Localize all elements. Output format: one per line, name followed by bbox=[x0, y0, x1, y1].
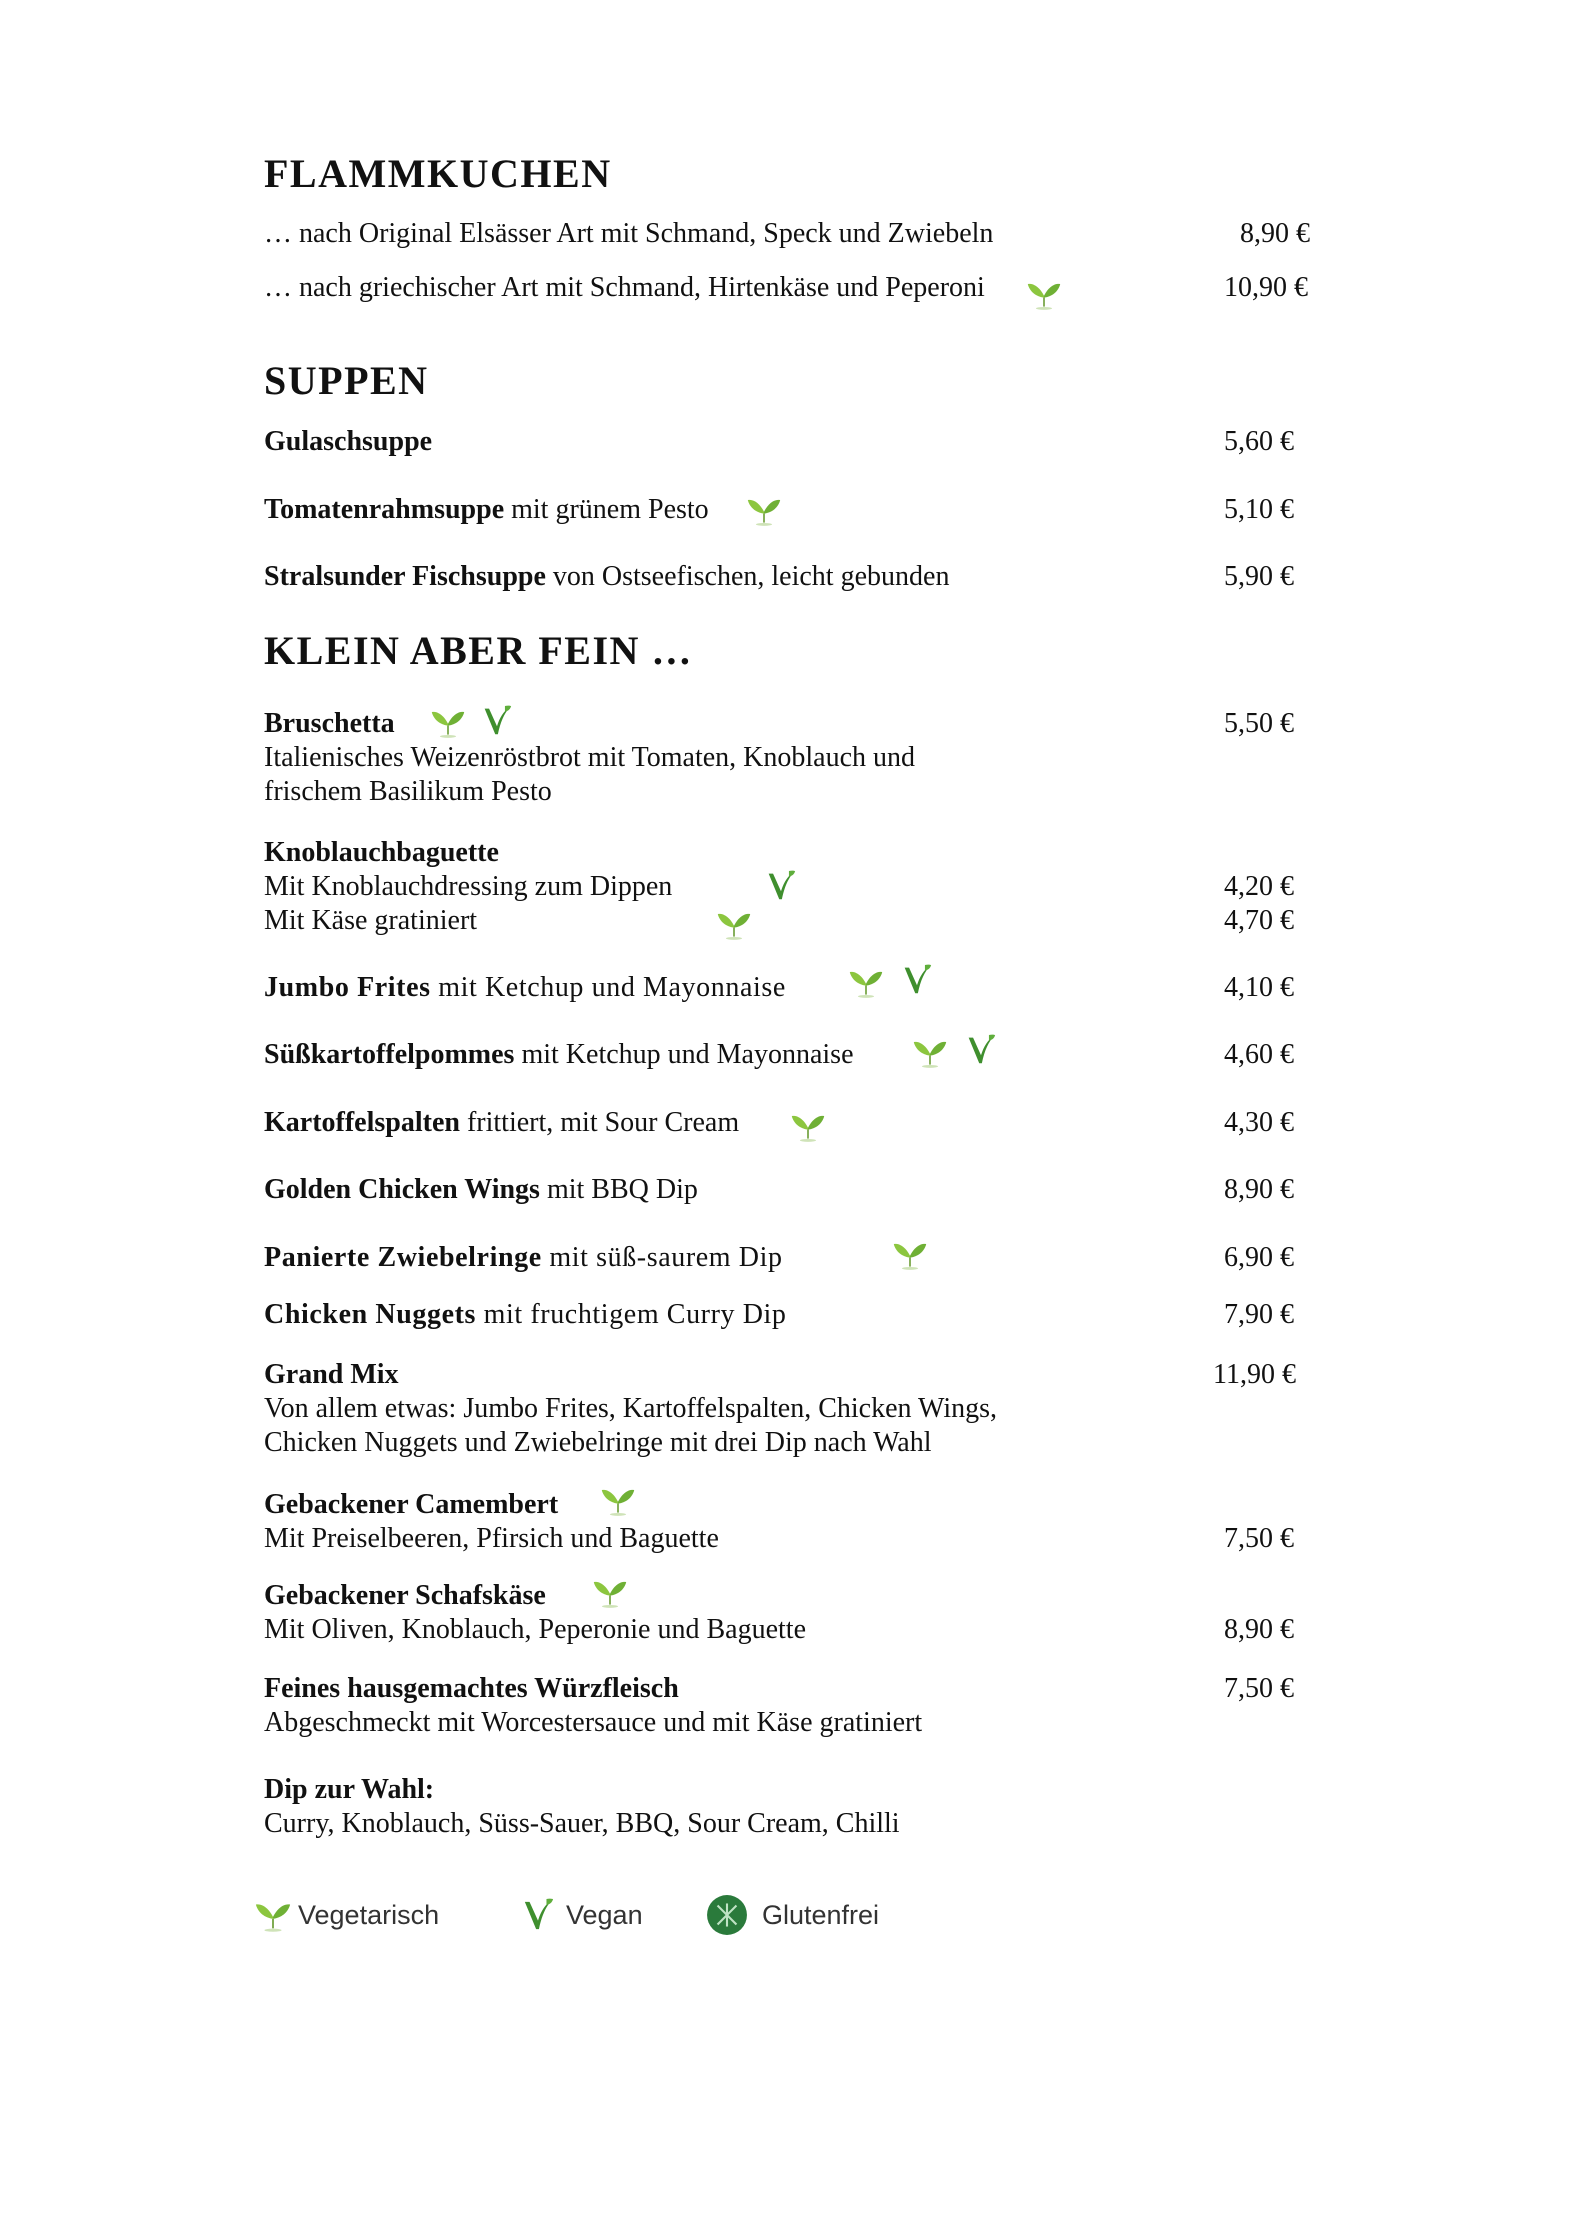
item-name: Tomatenrahmsuppe bbox=[264, 494, 505, 525]
vegan-icon-wrap bbox=[902, 962, 932, 1003]
item-desc: mit BBQ Dip bbox=[539, 1174, 698, 1205]
menu-item-chicken-nuggets bbox=[264, 1298, 787, 1332]
item-desc: mit Ketchup und Mayonnaise bbox=[430, 972, 786, 1003]
item-name: Gulaschsuppe bbox=[264, 426, 433, 457]
item-desc: mit süß-saurem Dip bbox=[541, 1242, 783, 1273]
menu-item-kartoffelspalten bbox=[264, 1106, 739, 1140]
price-tomatenrahmsuppe: 5,10 € bbox=[1224, 494, 1294, 525]
item-name: Chicken Nuggets bbox=[264, 1299, 477, 1330]
item-desc-dip: Curry, Knoblauch, Süss-Sauer, BBQ, Sour Cream, Chilli bbox=[264, 1808, 900, 1839]
item-name: Golden Chicken Wings bbox=[264, 1174, 540, 1205]
item-name: Stralsunder Fischsuppe bbox=[264, 561, 546, 592]
item-name-wuerzfleisch: Feines hausgemachtes Würzfleisch bbox=[264, 1673, 679, 1704]
glutenfree-icon bbox=[706, 1894, 748, 1936]
item-name-camembert: Gebackener Camembert bbox=[264, 1489, 559, 1520]
item-desc-schafskaese: Mit Oliven, Knoblauch, Peperonie und Baguette bbox=[264, 1614, 806, 1645]
price-gulaschsuppe: 5,60 € bbox=[1224, 426, 1294, 457]
section-title-suppen: SUPPEN bbox=[264, 358, 429, 403]
price-fischsuppe: 5,90 € bbox=[1224, 561, 1294, 592]
item-desc-wuerzfleisch: Abgeschmeckt mit Worcestersauce und mit Käse gratiniert bbox=[264, 1707, 923, 1738]
price-bruschetta: 5,50 € bbox=[1224, 708, 1294, 739]
item-name: Süßkartoffelpommes bbox=[264, 1039, 515, 1070]
item-name-bruschetta: Bruschetta bbox=[264, 708, 395, 739]
item-name: Kartoffelspalten bbox=[264, 1107, 460, 1138]
price-knoblauchbaguette-2: 4,70 € bbox=[1224, 905, 1294, 936]
legend-glutenfree-label: Glutenfrei bbox=[762, 1900, 880, 1930]
price-flammkuchen-original: 8,90 € bbox=[1240, 218, 1310, 249]
vegetarian-icon bbox=[254, 1896, 292, 1934]
vegan-icon bbox=[966, 1032, 996, 1068]
price-wuerzfleisch: 7,50 € bbox=[1224, 1673, 1294, 1704]
item-desc: mit Ketchup und Mayonnaise bbox=[514, 1039, 854, 1070]
menu-item-chicken-wings bbox=[264, 1173, 698, 1207]
vegetarian-icon bbox=[716, 906, 752, 942]
vegan-icon bbox=[902, 962, 932, 998]
menu-item-tomatenrahmsuppe bbox=[264, 493, 709, 527]
price-chicken-wings: 8,90 € bbox=[1224, 1174, 1294, 1205]
item-name-dip: Dip zur Wahl: bbox=[264, 1774, 435, 1805]
vegetarian-icon bbox=[1026, 276, 1062, 312]
vegetarian-icon bbox=[592, 1574, 628, 1610]
price-kartoffelspalten: 4,30 € bbox=[1224, 1107, 1294, 1138]
vegetarian-icon bbox=[892, 1236, 928, 1272]
item-name-schafskaese: Gebackener Schafskäse bbox=[264, 1580, 546, 1611]
item-desc-bruschetta-2: frischem Basilikum Pesto bbox=[264, 776, 552, 807]
menu-item-suesskartoffelpommes bbox=[264, 1038, 854, 1072]
price-flammkuchen-griechisch: 10,90 € bbox=[1224, 272, 1308, 303]
item-name-grand-mix: Grand Mix bbox=[264, 1359, 399, 1390]
legend-vegan-label: Vegan bbox=[566, 1900, 643, 1930]
price-suesskartoffelpommes: 4,60 € bbox=[1224, 1039, 1294, 1070]
price-jumbo-frites: 4,10 € bbox=[1224, 972, 1294, 1003]
item-desc-bruschetta-1: Italienisches Weizenröstbrot mit Tomaten, Knoblauch und bbox=[264, 742, 916, 773]
item-name-knoblauchbaguette: Knoblauchbaguette bbox=[264, 837, 499, 868]
menu-item-zwiebelringe bbox=[264, 1241, 783, 1275]
item-desc: mit grünem Pesto bbox=[504, 494, 709, 525]
item-desc-grand-mix-1: Von allem etwas: Jumbo Frites, Kartoffelspalten, Chicken Wings, bbox=[264, 1393, 997, 1424]
vegan-icon bbox=[522, 1896, 554, 1934]
menu-item-gulaschsuppe bbox=[264, 425, 432, 459]
item-desc-knoblauchbaguette-2: Mit Käse gratiniert bbox=[264, 905, 478, 936]
price-zwiebelringe: 6,90 € bbox=[1224, 1242, 1294, 1273]
vegetarian-icon bbox=[848, 964, 884, 1000]
item-desc: mit fruchtigem Curry Dip bbox=[476, 1299, 787, 1330]
vegetarian-icon bbox=[600, 1482, 636, 1518]
price-knoblauchbaguette-1: 4,20 € bbox=[1224, 871, 1294, 902]
vegetarian-icon bbox=[912, 1034, 948, 1070]
section-title-klein-aber-fein: KLEIN ABER FEIN … bbox=[264, 628, 693, 673]
item-desc: frittiert, mit Sour Cream bbox=[459, 1107, 740, 1138]
item-desc-knoblauchbaguette-1: Mit Knoblauchdressing zum Dippen bbox=[264, 871, 673, 902]
vegan-icon bbox=[482, 703, 512, 739]
vegetarian-icon bbox=[746, 492, 782, 528]
price-schafskaese: 8,90 € bbox=[1224, 1614, 1294, 1645]
price-grand-mix: 11,90 € bbox=[1213, 1359, 1296, 1390]
item-desc: von Ostseefischen, leicht gebunden bbox=[545, 561, 950, 592]
vegan-icon bbox=[766, 868, 796, 904]
menu-item-flammkuchen-original: … nach Original Elsässer Art mit Schmand, Speck und Zwiebeln bbox=[264, 218, 994, 249]
price-camembert: 7,50 € bbox=[1224, 1523, 1294, 1554]
menu-item-flammkuchen-griechisch: … nach griechischer Art mit Schmand, Hirtenkäse und Peperoni bbox=[264, 272, 985, 303]
vegetarian-icon bbox=[790, 1108, 826, 1144]
item-desc-grand-mix-2: Chicken Nuggets und Zwiebelringe mit drei Dip nach Wahl bbox=[264, 1427, 932, 1458]
item-name: Panierte Zwiebelringe bbox=[264, 1242, 542, 1273]
section-title-flammkuchen: FLAMMKUCHEN bbox=[264, 151, 612, 196]
menu-item-fischsuppe bbox=[264, 560, 949, 594]
vegetarian-icon bbox=[430, 704, 466, 740]
item-desc-camembert: Mit Preiselbeeren, Pfirsich und Baguette bbox=[264, 1523, 719, 1554]
vegan-icon-wrap bbox=[966, 1032, 996, 1073]
menu-item-jumbo-frites bbox=[264, 971, 786, 1005]
legend-vegetarian-label: Vegetarisch bbox=[298, 1900, 440, 1930]
item-name: Jumbo Frites bbox=[264, 972, 431, 1003]
price-chicken-nuggets: 7,90 € bbox=[1224, 1299, 1294, 1330]
